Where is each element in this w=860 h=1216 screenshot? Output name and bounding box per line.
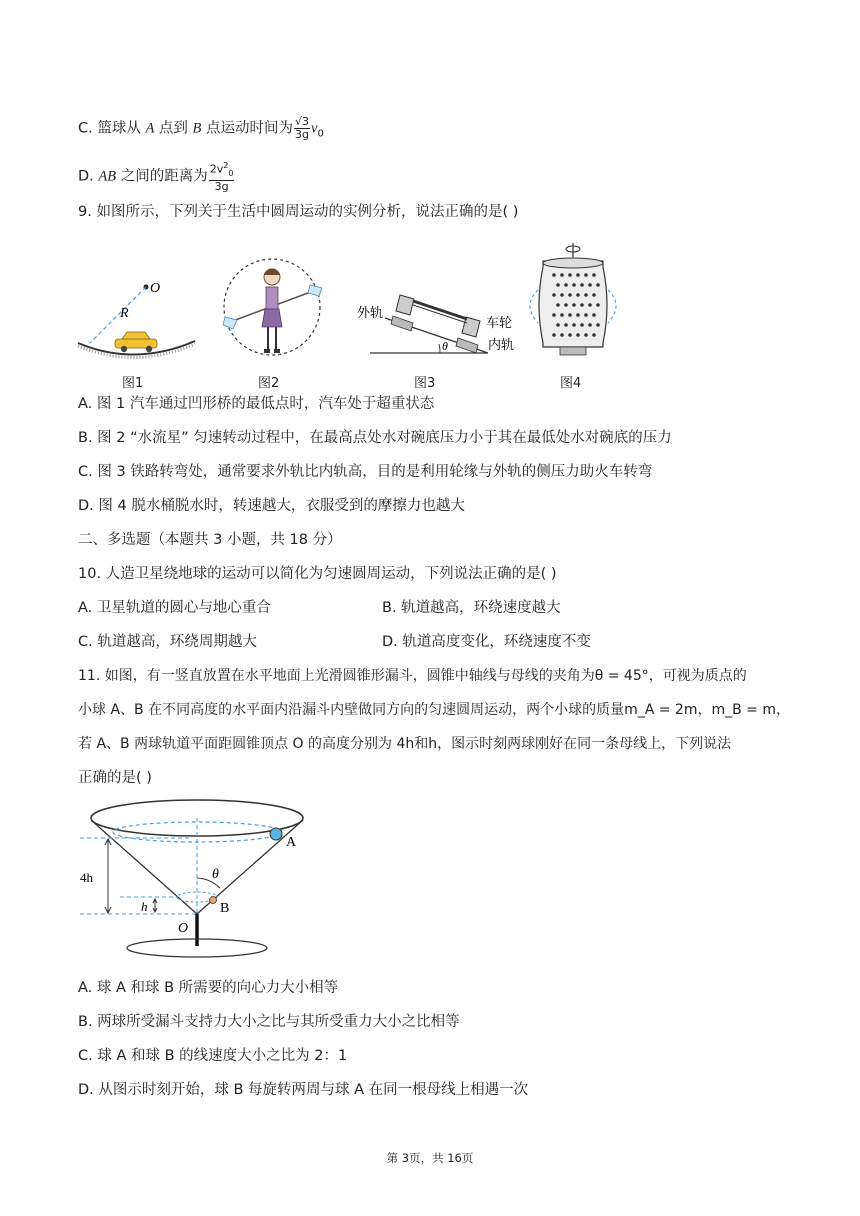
drum-hole — [580, 323, 584, 327]
q8d-numerator — [209, 160, 235, 181]
label-4h: 4h — [80, 870, 93, 885]
drum-hole — [556, 283, 560, 287]
q8d-ab: AB — [98, 168, 117, 185]
drum-hole — [572, 323, 576, 327]
drum-hole — [564, 303, 568, 307]
q8c-numerator: √3 — [295, 115, 310, 128]
drum-hole — [560, 293, 564, 297]
drum-hole — [596, 323, 600, 327]
fig4-water-right — [608, 290, 616, 323]
q8c-denominator: 3g — [295, 128, 309, 141]
fig3-axle-2 — [413, 305, 467, 323]
drum-hole — [592, 293, 596, 297]
drum-hole — [552, 293, 556, 297]
fig3-label-wheel: 车轮 — [486, 316, 513, 331]
q11-option-d: D. 从图示时刻开始，球 B 每旋转两周与球 A 在同一根母线上相遇一次 — [78, 1082, 529, 1098]
label-o: O — [178, 921, 189, 936]
q11-option-b: B. 两球所受漏斗支持力大小之比与其所受重力大小之比相等 — [78, 1014, 460, 1030]
q11-stem-line4: 正确的是( ) — [78, 770, 152, 786]
ball-a — [270, 828, 282, 840]
fig4-drum-base — [560, 347, 586, 355]
q9-option-d: D. 图 4 脱水桶脱水时，转速越大，衣服受到的摩擦力也越大 — [78, 498, 465, 514]
q8c-text-2: 点到 — [158, 120, 188, 137]
q11-option-c: C. 球 A 和球 B 的线速度大小之比为 2：1 — [78, 1048, 348, 1064]
ball-b — [210, 897, 217, 904]
drum-hole — [576, 293, 580, 297]
q8c-fraction — [294, 116, 310, 141]
fig3-caption: 图3 — [414, 376, 436, 391]
fig1-label-o: O — [150, 281, 161, 296]
q10-option-a: A. 卫星轨道的圆心与地心重合 — [78, 600, 271, 616]
drum-hole — [556, 303, 560, 307]
label-theta: θ — [212, 867, 219, 882]
q8d-text-2: 之间的距离为 — [120, 168, 208, 185]
drum-hole — [552, 333, 556, 337]
fig3-inner-wheel — [462, 317, 480, 337]
label-a: A — [286, 835, 297, 850]
fig1-caption: 图1 — [122, 376, 144, 391]
q8c-v: v — [311, 120, 318, 137]
label-h: h — [141, 899, 148, 914]
q8d-num-text: 2v — [209, 162, 224, 176]
fig2-girl-icon — [262, 269, 282, 353]
drum-hole — [560, 273, 564, 277]
fig4-caption: 图4 — [560, 376, 582, 391]
drum-hole — [572, 283, 576, 287]
label-b: B — [220, 901, 230, 916]
fig3-outer-wheel — [396, 295, 414, 315]
q8c-point-a: A — [145, 120, 155, 137]
q9-figures — [70, 235, 670, 370]
q8c-text-1: C. 篮球从 — [78, 120, 141, 137]
drum-hole — [592, 273, 596, 277]
drum-hole — [588, 323, 592, 327]
drum-hole — [576, 313, 580, 317]
fig3-outer-rail — [391, 316, 413, 331]
q8d-text-1: D. — [78, 168, 94, 185]
fig3-axle — [413, 301, 467, 319]
drum-hole — [556, 323, 560, 327]
fig4-dryer-drum — [530, 243, 616, 355]
q8c-point-b: B — [192, 120, 202, 137]
q9-option-b: B. 图 2 “水流星” 匀速转动过程中，在最高点处水对碗底压力小于其在最低处水对碗底的压力 — [78, 430, 672, 446]
drum-hole — [560, 333, 564, 337]
q9-stem: 9. 如图所示，下列关于生活中圆周运动的实例分析，说法正确的是( ) — [78, 204, 519, 220]
drum-hole — [596, 303, 600, 307]
q10-option-c: C. 轨道越高，环绕周期越大 — [78, 634, 257, 650]
fig2-water-meteor — [223, 259, 322, 355]
fig2-caption: 图2 — [258, 376, 280, 391]
drum-hole — [552, 313, 556, 317]
drum-hole — [568, 333, 572, 337]
drum-hole — [588, 303, 592, 307]
section-heading-multi-choice: 二、多选题（本题共 3 小题，共 18 分） — [78, 532, 342, 548]
q11-option-a: A. 球 A 和球 B 所需要的向心力大小相等 — [78, 980, 339, 996]
q11-stem-line1: 11. 如图，有一竖直放置在水平地面上光滑圆锥形漏斗，圆锥中轴线与母线的夹角为θ = 45°，可视为质点的 — [78, 668, 747, 684]
drum-hole — [568, 273, 572, 277]
fig3-inner-rail — [456, 338, 478, 353]
drum-hole — [592, 313, 596, 317]
drum-hole — [564, 323, 568, 327]
drum-hole — [592, 333, 596, 337]
q9-option-c: C. 图 3 铁路转弯处，通常要求外轨比内轨高，目的是利用轮缘与外轨的侧压力助火车转弯 — [78, 464, 653, 480]
drum-hole — [584, 293, 588, 297]
q11-cone-figure — [70, 796, 330, 966]
drum-hole — [584, 273, 588, 277]
q8d-fraction — [209, 160, 235, 193]
fig3-label-inner: 内轨 — [488, 338, 515, 353]
q11-stem-line3: 若 A、B 两球轨道平面距圆锥顶点 O 的高度分别为 4h和h，图示时刻两球刚好在同一条母线上，下列说法 — [78, 736, 732, 752]
q10-option-d: D. 轨道高度变化，环绕速度不变 — [382, 634, 591, 650]
q8-option-d — [78, 160, 235, 193]
drum-hole — [576, 273, 580, 277]
q8c-sub: 0 — [317, 128, 324, 140]
fig4-drum-top — [543, 258, 603, 268]
drum-hole — [596, 283, 600, 287]
drum-hole — [564, 283, 568, 287]
q8d-denominator: 3g — [214, 179, 229, 193]
q8d-num-sup: 2 — [223, 161, 229, 170]
drum-hole — [588, 283, 592, 287]
drum-hole — [568, 313, 572, 317]
page-footer: 第 3页，共 16页 — [386, 1151, 474, 1165]
drum-hole — [576, 333, 580, 337]
drum-hole — [568, 293, 572, 297]
drum-hole — [580, 283, 584, 287]
drum-hole — [580, 303, 584, 307]
fig3-railway — [357, 295, 514, 353]
fig1-label-r: R — [120, 306, 129, 321]
fig3-label-outer: 外轨 — [357, 306, 384, 321]
fig3-angle-arc — [439, 344, 440, 353]
q8-option-c — [78, 116, 324, 144]
q8c-text-3: 点运动时间为 — [206, 120, 293, 137]
drum-hole — [584, 333, 588, 337]
fig1-car-icon — [115, 332, 157, 352]
drum-hole — [572, 303, 576, 307]
q10-option-b: B. 轨道越高，环绕速度越大 — [382, 600, 561, 616]
q8d-num-sub: 0 — [228, 168, 234, 178]
q11-stem-line2: 小球 A、B 在不同高度的水平面内沿漏斗内壁做同方向的匀速圆周运动，两个小球的质量m_A = 2m，m_B = m， — [78, 702, 790, 718]
fig3-label-theta: θ — [442, 339, 448, 353]
drum-hole — [560, 313, 564, 317]
fig4-water-left — [530, 290, 538, 323]
fig1-concave-bridge — [78, 281, 195, 358]
q10-stem: 10. 人造卫星绕地球的运动可以简化为匀速圆周运动，下列说法正确的是( ) — [78, 566, 557, 582]
q9-option-a: A. 图 1 汽车通过凹形桥的最低点时，汽车处于超重状态 — [78, 396, 435, 412]
drum-hole — [584, 313, 588, 317]
drum-hole — [552, 273, 556, 277]
